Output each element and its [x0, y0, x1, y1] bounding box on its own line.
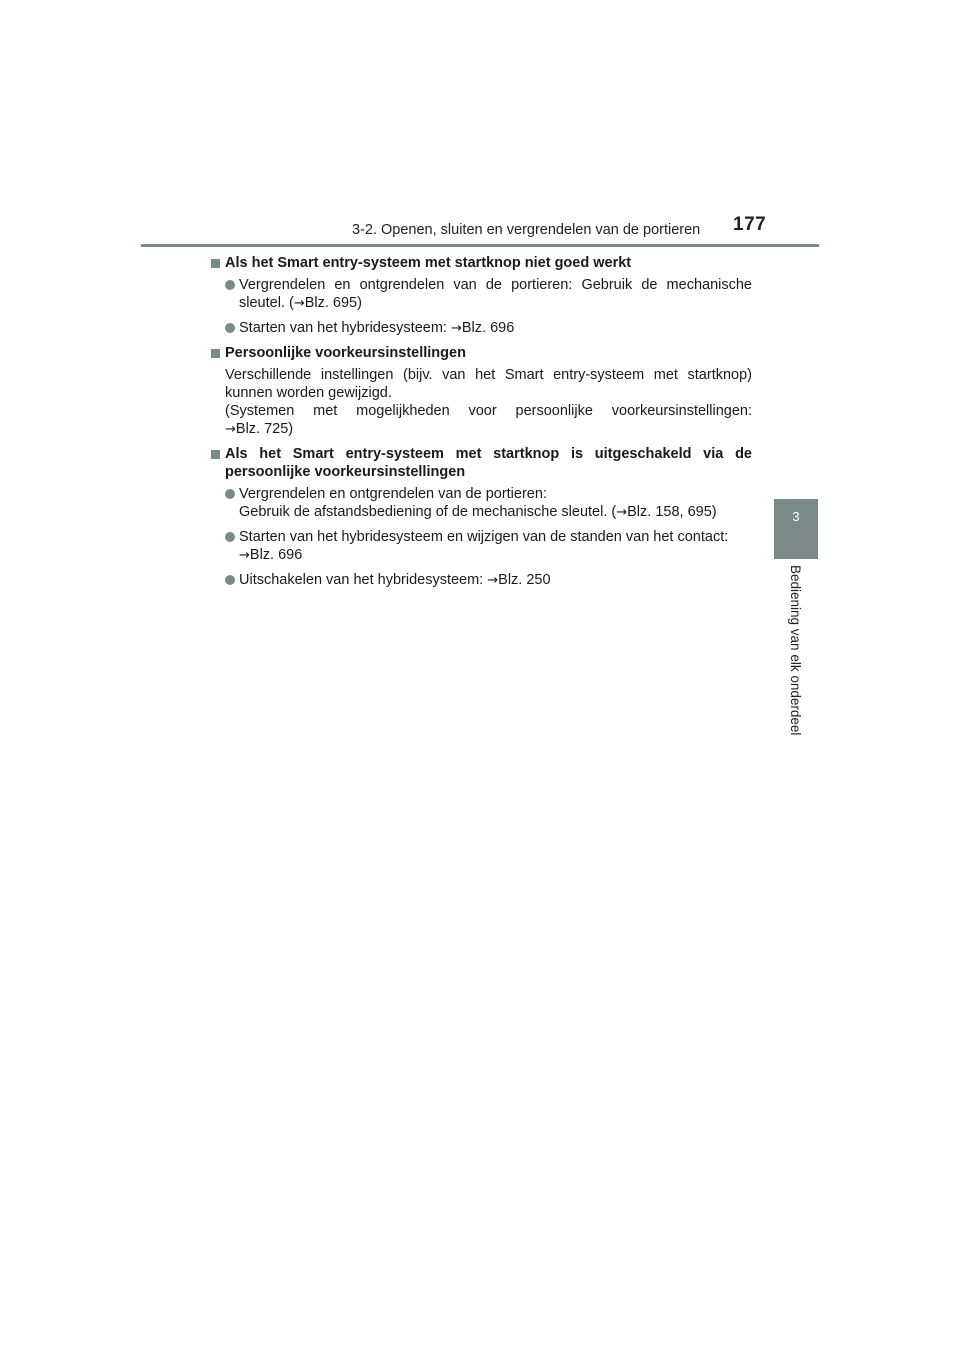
arrow-icon: → — [293, 296, 305, 311]
section-smart-entry-malfunction — [211, 254, 752, 338]
page-reference: Blz. 725) — [235, 421, 294, 437]
paragraph: Verschillende instellingen (bijv. van het Smart entry-systeem met startknop) kunnen worden gewijzigd. (Systemen met mogelijkheden voor persoonlijke voorkeursinstellingen: →Blz. 725) — [225, 367, 752, 437]
section-personal-settings — [211, 344, 752, 439]
arrow-icon: → — [450, 321, 462, 336]
section-heading: Als het Smart entry-systeem met startknop niet goed werkt — [211, 254, 752, 272]
section-heading: Persoonlijke voorkeursinstellingen — [211, 344, 752, 362]
page-reference: Blz. 696 — [249, 547, 303, 563]
list-item: Vergrendelen en ontgrendelen van de portieren: Gebruik de afstandsbediening of de mechanische sleutel. (→Blz. 158, 695) — [211, 485, 752, 522]
square-bullet-icon — [211, 349, 220, 358]
list-item: Starten van het hybridesysteem en wijzigen van de standen van het contact: →Blz. 696 — [211, 528, 752, 565]
arrow-icon: → — [616, 505, 628, 520]
arrow-icon: → — [239, 548, 250, 563]
section-heading: Als het Smart entry-systeem met startknop is uitgeschakeld via de persoonlijke voorkeursinstellingen — [211, 445, 752, 481]
page-header — [141, 213, 819, 247]
page-reference: Blz. 695) — [304, 295, 362, 311]
page-reference: Blz. 696 — [461, 320, 515, 336]
chapter-label: Bediening van elk onderdeel — [788, 565, 803, 736]
list-item: Starten van het hybridesysteem: →Blz. 696 — [211, 319, 752, 338]
round-bullet-icon — [225, 489, 235, 499]
round-bullet-icon — [225, 575, 235, 585]
section-title: 3-2. Openen, sluiten en vergrendelen van de portieren — [352, 222, 701, 238]
list-item: Vergrendelen en ontgrendelen van de portieren: Gebruik de mechanische sleutel. (→Blz. 695) — [211, 276, 752, 313]
chapter-tab — [774, 499, 818, 559]
arrow-icon: → — [487, 573, 499, 588]
arrow-icon: → — [225, 422, 236, 437]
page-reference: Blz. 250 — [498, 572, 551, 588]
round-bullet-icon — [225, 532, 235, 542]
page-content — [211, 254, 752, 596]
page-reference: Blz. 158, 695) — [627, 504, 717, 520]
page-number: 177 — [733, 214, 767, 235]
round-bullet-icon — [225, 323, 235, 333]
square-bullet-icon — [211, 259, 220, 268]
round-bullet-icon — [225, 280, 235, 290]
list-item: Uitschakelen van het hybridesysteem: →Blz. 250 — [211, 571, 752, 590]
section-smart-entry-disabled — [211, 445, 752, 590]
chapter-number: 3 — [792, 509, 800, 524]
square-bullet-icon — [211, 450, 220, 459]
